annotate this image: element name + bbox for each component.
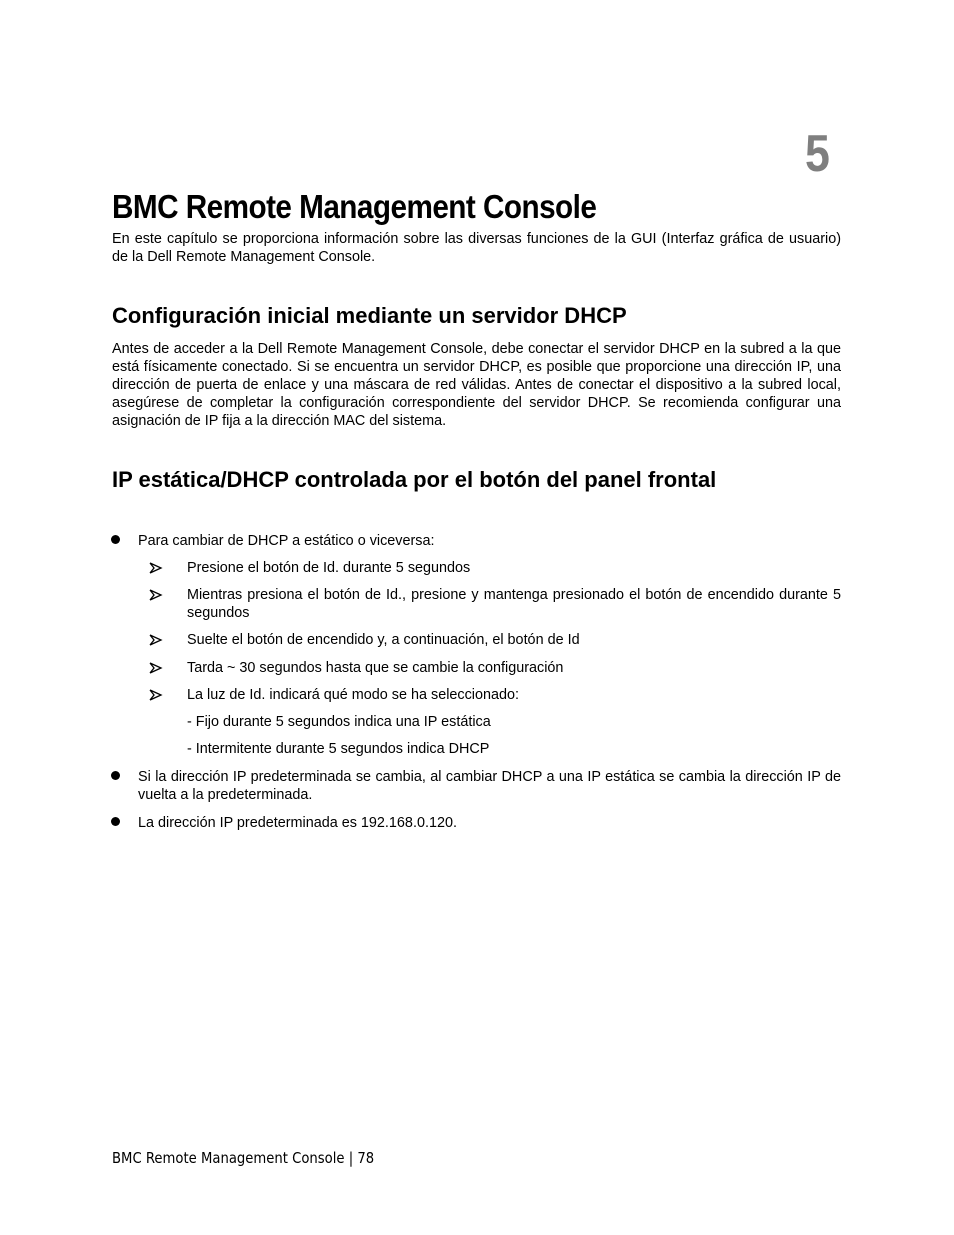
chapter-number: 5 (805, 125, 830, 183)
page-footer: BMC Remote Management Console | 78 (112, 1149, 375, 1167)
bullet-item-switch-mode: Para cambiar de DHCP a estático o viceversa: (138, 533, 435, 549)
step-item: Tarda ~ 30 segundos hasta que se cambie la configuración (187, 660, 564, 676)
mode-item-dhcp: - Intermitente durante 5 segundos indica DHCP (187, 741, 490, 757)
chapter-intro: En este capítulo se proporciona información sobre las diversas funciones de la GUI (Interfaz gráfica de usuario) de la Dell Remote Management Console. (112, 231, 841, 265)
arrow-bullet-icon (149, 562, 163, 574)
section-heading-dhcp-setup: Configuración inicial mediante un servidor DHCP (112, 303, 627, 328)
bullet-dot-icon (111, 817, 120, 826)
bullet-dot-icon (111, 771, 120, 780)
step-item: Suelte el botón de encendido y, a continuación, el botón de Id (187, 632, 580, 648)
arrow-bullet-icon (149, 689, 163, 701)
step-item: Mientras presiona el botón de Id., presione y mantenga presionado el botón de encendido durante 5 segundos (187, 587, 841, 621)
bullet-dot-icon (111, 535, 120, 544)
section-body-dhcp-setup: Antes de acceder a la Dell Remote Management Console, debe conectar el servidor DHCP en la subred a la que está físicamente conectado. Si se encuentra un servidor DHCP, es posible que proporcione una dirección IP, una dirección de puerta de enlace y una máscara de red válidas. Antes de conectar el dispositivo a la subred local, asegúrese de completar la configuración correspondiente del servidor DHCP. Se recomienda configurar una asignación de IP fija a la dirección MAC del sistema. (112, 341, 841, 429)
arrow-bullet-icon (149, 662, 163, 674)
mode-item-static: - Fijo durante 5 segundos indica una IP estática (187, 714, 491, 730)
arrow-bullet-icon (149, 634, 163, 646)
section-heading-front-panel: IP estática/DHCP controlada por el botón del panel frontal (112, 467, 717, 492)
bullet-item-default-ip: La dirección IP predeterminada es 192.168.0.120. (138, 815, 457, 831)
bullet-item-default-ip-change: Si la dirección IP predeterminada se cambia, al cambiar DHCP a una IP estática se cambia la dirección IP de vuelta a la predeterminada. (138, 769, 841, 803)
chapter-title: BMC Remote Management Console (112, 188, 597, 225)
arrow-bullet-icon (149, 589, 163, 601)
step-item: Presione el botón de Id. durante 5 segundos (187, 560, 471, 576)
step-item: La luz de Id. indicará qué modo se ha seleccionado: (187, 687, 520, 703)
